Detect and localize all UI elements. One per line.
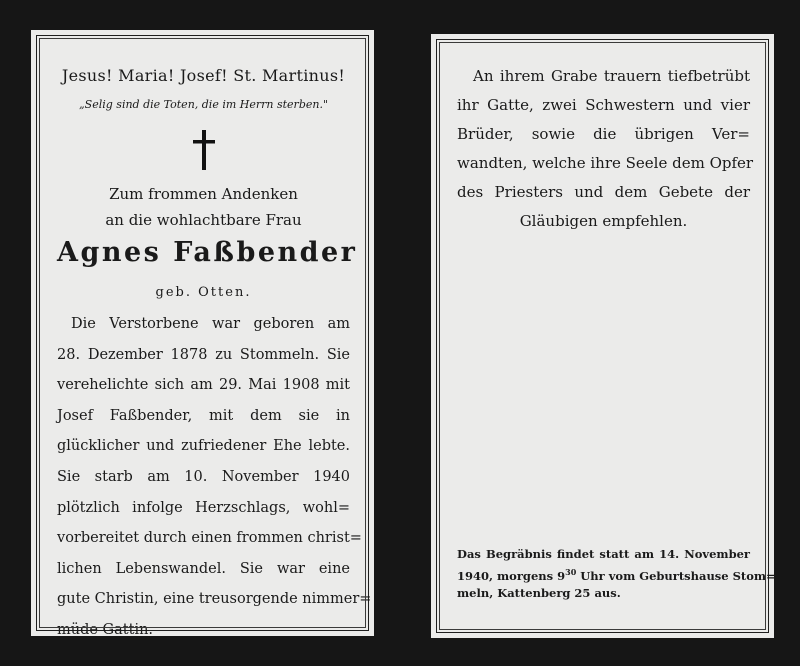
bio-line: plötzlich infolge Herzschlags, wohl= [57,499,350,516]
bio-line: 28. Dezember 1878 zu Stommeln. Sie [57,346,350,363]
bio-line: glücklicher und zufriedener Ehe lebte. [57,438,350,455]
bio-line: vorbereitet durch einen frommen christ= [57,530,362,547]
bio-line: müde Gattin. [57,621,154,638]
biography [57,309,372,646]
bio-line: verehelichte sich am 29. Mai 1908 mit [57,377,350,394]
burial-text: Uhr vom Geburtshause Stom= [576,568,776,583]
burial-notice [457,546,776,602]
burial-line: Das Begräbnis findet statt am 14. November [457,547,750,561]
dedication-line: Zum frommen Andenken [109,185,298,203]
maiden-name: geb. Otten. [155,285,252,300]
cross-icon [191,130,217,170]
mourner-line: An ihrem Grabe trauern tiefbetrübt [473,67,750,85]
invocation-heading: Jesus! Maria! Josef! St. Martinus! [61,66,346,85]
mourner-line: des Priesters und dem Gebete der [457,183,750,201]
burial-text: 1940, morgens 9 [457,568,566,583]
mourners-text [457,62,754,236]
dedication-line: an die wohlachtbare Frau [105,210,302,229]
bio-line: Josef Faßbender, mit dem sie in [57,407,350,424]
mourner-line: wandten, welche ihre Seele dem Opfer [457,154,754,172]
mourner-line: Brüder, sowie die übrigen Ver= [457,125,750,143]
bio-line: Sie starb am 10. November 1940 [57,468,350,485]
right-card [431,34,774,638]
burial-time-minutes: 30 [565,566,577,577]
mourner-line: Gläubigen empfehlen. [519,212,688,230]
left-card [31,30,374,636]
burial-line [457,564,776,585]
bio-line: gute Christin, eine treusorgende nimmer= [57,591,372,608]
mourner-line: ihr Gatte, zwei Schwestern und vier [457,96,750,114]
bio-line: lichen Lebenswandel. Sie war eine [57,560,350,577]
bible-verse: „Selig sind die Toten, die im Herrn sterben." [78,98,329,111]
deceased-name: Agnes Faßbender [57,237,358,268]
burial-line: meln, Kattenberg 25 aus. [457,585,621,600]
memorial-dedication [57,182,350,233]
bio-line: Die Verstorbene war geboren am [71,316,350,332]
